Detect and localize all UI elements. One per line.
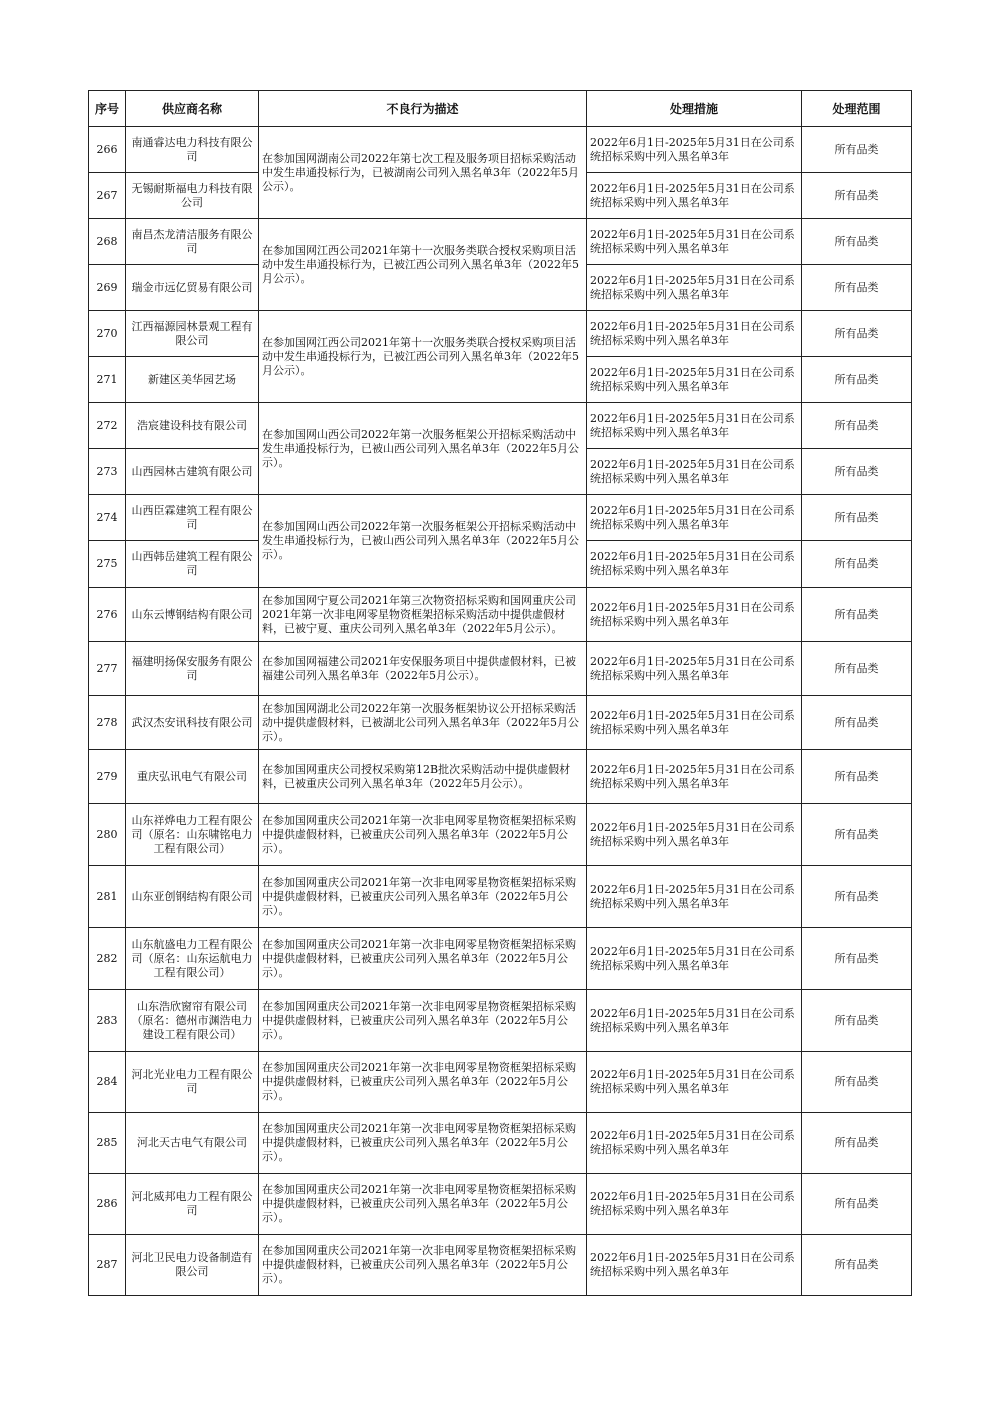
penalty-measure: 2022年6月1日-2025年5月31日在公司系统招标采购中列入黑名单3年 [587,403,802,449]
penalty-scope: 所有品类 [802,1174,912,1235]
penalty-scope: 所有品类 [802,990,912,1052]
misconduct-description: 在参加国网重庆公司2021年第一次非电网零星物资框架招标采购中提供虚假材料，已被重庆公司列入黑名单3年（2022年5月公示）。 [259,990,587,1052]
table-body [89,127,912,1296]
penalty-measure: 2022年6月1日-2025年5月31日在公司系统招标采购中列入黑名单3年 [587,541,802,588]
row-seq-number: 283 [89,990,126,1052]
supplier-name: 山东祥烨电力工程有限公司（原名：山东啸铭电力工程有限公司） [126,804,259,866]
table-row [89,928,912,990]
misconduct-description: 在参加国网山西公司2022年第一次服务框架公开招标采购活动中发生串通投标行为，已被山西公司列入黑名单3年（2022年5月公示）。 [259,495,587,588]
misconduct-description: 在参加国网山西公司2022年第一次服务框架公开招标采购活动中发生串通投标行为，已被山西公司列入黑名单3年（2022年5月公示）。 [259,403,587,495]
table-row [89,588,912,642]
table-row [89,1052,912,1113]
row-seq-number: 273 [89,449,126,495]
supplier-name: 河北光业电力工程有限公司 [126,1052,259,1113]
supplier-name: 江西福源园林景观工程有限公司 [126,311,259,357]
misconduct-description: 在参加国网重庆公司2021年第一次非电网零星物资框架招标采购中提供虚假材料，已被重庆公司列入黑名单3年（2022年5月公示）。 [259,804,587,866]
table-row [89,990,912,1052]
table-row [89,642,912,696]
table-row [89,1174,912,1235]
penalty-measure: 2022年6月1日-2025年5月31日在公司系统招标采购中列入黑名单3年 [587,173,802,219]
supplier-name: 瑞金市远亿贸易有限公司 [126,265,259,311]
row-seq-number: 266 [89,127,126,173]
penalty-scope: 所有品类 [802,866,912,928]
penalty-scope: 所有品类 [802,1235,912,1296]
supplier-name: 山西韩岳建筑工程有限公司 [126,541,259,588]
penalty-scope: 所有品类 [802,642,912,696]
supplier-name: 南昌杰龙清洁服务有限公司 [126,219,259,265]
misconduct-description: 在参加国网重庆公司2021年第一次非电网零星物资框架招标采购中提供虚假材料，已被重庆公司列入黑名单3年（2022年5月公示）。 [259,866,587,928]
penalty-scope: 所有品类 [802,1052,912,1113]
penalty-scope: 所有品类 [802,696,912,750]
table-row [89,1235,912,1296]
table-row [89,311,912,357]
penalty-scope: 所有品类 [802,541,912,588]
row-seq-number: 284 [89,1052,126,1113]
row-seq-number: 270 [89,311,126,357]
penalty-measure: 2022年6月1日-2025年5月31日在公司系统招标采购中列入黑名单3年 [587,495,802,541]
penalty-measure: 2022年6月1日-2025年5月31日在公司系统招标采购中列入黑名单3年 [587,127,802,173]
supplier-name: 山东浩欣窗帘有限公司（原名：德州市渊浩电力建设工程有限公司） [126,990,259,1052]
penalty-measure: 2022年6月1日-2025年5月31日在公司系统招标采购中列入黑名单3年 [587,696,802,750]
table-row [89,127,912,173]
penalty-measure: 2022年6月1日-2025年5月31日在公司系统招标采购中列入黑名单3年 [587,990,802,1052]
misconduct-description: 在参加国网重庆公司2021年第一次非电网零星物资框架招标采购中提供虚假材料，已被重庆公司列入黑名单3年（2022年5月公示）。 [259,1113,587,1174]
penalty-measure: 2022年6月1日-2025年5月31日在公司系统招标采购中列入黑名单3年 [587,1113,802,1174]
penalty-scope: 所有品类 [802,928,912,990]
penalty-scope: 所有品类 [802,357,912,403]
supplier-name: 武汉杰安讯科技有限公司 [126,696,259,750]
penalty-measure: 2022年6月1日-2025年5月31日在公司系统招标采购中列入黑名单3年 [587,219,802,265]
penalty-measure: 2022年6月1日-2025年5月31日在公司系统招标采购中列入黑名单3年 [587,866,802,928]
header-seq: 序号 [89,91,126,127]
row-seq-number: 276 [89,588,126,642]
table-row [89,403,912,449]
misconduct-description: 在参加国网重庆公司2021年第一次非电网零星物资框架招标采购中提供虚假材料，已被重庆公司列入黑名单3年（2022年5月公示）。 [259,1052,587,1113]
row-seq-number: 271 [89,357,126,403]
penalty-measure: 2022年6月1日-2025年5月31日在公司系统招标采购中列入黑名单3年 [587,449,802,495]
penalty-measure: 2022年6月1日-2025年5月31日在公司系统招标采购中列入黑名单3年 [587,357,802,403]
row-seq-number: 267 [89,173,126,219]
table-row [89,1113,912,1174]
blacklist-table [88,90,912,1296]
penalty-scope: 所有品类 [802,311,912,357]
supplier-name: 南通睿达电力科技有限公司 [126,127,259,173]
penalty-scope: 所有品类 [802,219,912,265]
table-row [89,495,912,541]
penalty-scope: 所有品类 [802,403,912,449]
row-seq-number: 277 [89,642,126,696]
row-seq-number: 285 [89,1113,126,1174]
penalty-scope: 所有品类 [802,1113,912,1174]
row-seq-number: 280 [89,804,126,866]
penalty-scope: 所有品类 [802,265,912,311]
penalty-scope: 所有品类 [802,750,912,804]
table-row [89,750,912,804]
penalty-scope: 所有品类 [802,173,912,219]
supplier-name: 重庆弘讯电气有限公司 [126,750,259,804]
header-scope: 处理范围 [802,91,912,127]
supplier-name: 河北威邦电力工程有限公司 [126,1174,259,1235]
penalty-measure: 2022年6月1日-2025年5月31日在公司系统招标采购中列入黑名单3年 [587,642,802,696]
header-misconduct-description: 不良行为描述 [259,91,587,127]
misconduct-description: 在参加国网江西公司2021年第十一次服务类联合授权采购项目活动中发生串通投标行为，已被江西公司列入黑名单3年（2022年5月公示）。 [259,311,587,403]
row-seq-number: 272 [89,403,126,449]
supplier-name: 福建明扬保安服务有限公司 [126,642,259,696]
row-seq-number: 278 [89,696,126,750]
penalty-measure: 2022年6月1日-2025年5月31日在公司系统招标采购中列入黑名单3年 [587,588,802,642]
supplier-name: 山西臣霖建筑工程有限公司 [126,495,259,541]
misconduct-description: 在参加国网福建公司2021年安保服务项目中提供虚假材料，已被福建公司列入黑名单3年（2022年5月公示）。 [259,642,587,696]
penalty-scope: 所有品类 [802,449,912,495]
table-row [89,219,912,265]
header-measure: 处理措施 [587,91,802,127]
row-seq-number: 269 [89,265,126,311]
penalty-scope: 所有品类 [802,588,912,642]
row-seq-number: 268 [89,219,126,265]
supplier-name: 河北卫民电力设备制造有限公司 [126,1235,259,1296]
misconduct-description: 在参加国网江西公司2021年第十一次服务类联合授权采购项目活动中发生串通投标行为，已被江西公司列入黑名单3年（2022年5月公示）。 [259,219,587,311]
penalty-measure: 2022年6月1日-2025年5月31日在公司系统招标采购中列入黑名单3年 [587,804,802,866]
row-seq-number: 275 [89,541,126,588]
supplier-name: 山西园林古建筑有限公司 [126,449,259,495]
misconduct-description: 在参加国网湖南公司2022年第七次工程及服务项目招标采购活动中发生串通投标行为，已被湖南公司列入黑名单3年（2022年5月公示）。 [259,127,587,219]
header-supplier-name: 供应商名称 [126,91,259,127]
misconduct-description: 在参加国网湖北公司2022年第一次服务框架协议公开招标采购活动中提供虚假材料，已被湖北公司列入黑名单3年（2022年5月公示）。 [259,696,587,750]
misconduct-description: 在参加国网宁夏公司2021年第三次物资招标采购和国网重庆公司2021年第一次非电网零星物资框架招标采购活动中提供虚假材料，已被宁夏、重庆公司列入黑名单3年（2022年5月公示）。 [259,588,587,642]
penalty-scope: 所有品类 [802,804,912,866]
supplier-name: 河北天古电气有限公司 [126,1113,259,1174]
penalty-measure: 2022年6月1日-2025年5月31日在公司系统招标采购中列入黑名单3年 [587,311,802,357]
row-seq-number: 282 [89,928,126,990]
supplier-name: 无锡耐斯福电力科技有限公司 [126,173,259,219]
row-seq-number: 286 [89,1174,126,1235]
penalty-measure: 2022年6月1日-2025年5月31日在公司系统招标采购中列入黑名单3年 [587,750,802,804]
row-seq-number: 274 [89,495,126,541]
row-seq-number: 281 [89,866,126,928]
penalty-measure: 2022年6月1日-2025年5月31日在公司系统招标采购中列入黑名单3年 [587,1235,802,1296]
supplier-name: 新建区美华园艺场 [126,357,259,403]
supplier-name: 山东航盛电力工程有限公司（原名：山东运航电力工程有限公司） [126,928,259,990]
row-seq-number: 287 [89,1235,126,1296]
penalty-measure: 2022年6月1日-2025年5月31日在公司系统招标采购中列入黑名单3年 [587,928,802,990]
misconduct-description: 在参加国网重庆公司2021年第一次非电网零星物资框架招标采购中提供虚假材料，已被重庆公司列入黑名单3年（2022年5月公示）。 [259,928,587,990]
supplier-name: 山东亚创钢结构有限公司 [126,866,259,928]
table-row [89,804,912,866]
misconduct-description: 在参加国网重庆公司2021年第一次非电网零星物资框架招标采购中提供虚假材料，已被重庆公司列入黑名单3年（2022年5月公示）。 [259,1235,587,1296]
penalty-measure: 2022年6月1日-2025年5月31日在公司系统招标采购中列入黑名单3年 [587,1174,802,1235]
penalty-measure: 2022年6月1日-2025年5月31日在公司系统招标采购中列入黑名单3年 [587,1052,802,1113]
misconduct-description: 在参加国网重庆公司授权采购第12B批次采购活动中提供虚假材料，已被重庆公司列入黑名单3年（2022年5月公示）。 [259,750,587,804]
penalty-scope: 所有品类 [802,495,912,541]
penalty-measure: 2022年6月1日-2025年5月31日在公司系统招标采购中列入黑名单3年 [587,265,802,311]
supplier-name: 浩宸建设科技有限公司 [126,403,259,449]
misconduct-description: 在参加国网重庆公司2021年第一次非电网零星物资框架招标采购中提供虚假材料，已被重庆公司列入黑名单3年（2022年5月公示）。 [259,1174,587,1235]
row-seq-number: 279 [89,750,126,804]
penalty-scope: 所有品类 [802,127,912,173]
table-row [89,866,912,928]
table-header-row [89,91,912,127]
table-row [89,696,912,750]
supplier-name: 山东云博钢结构有限公司 [126,588,259,642]
